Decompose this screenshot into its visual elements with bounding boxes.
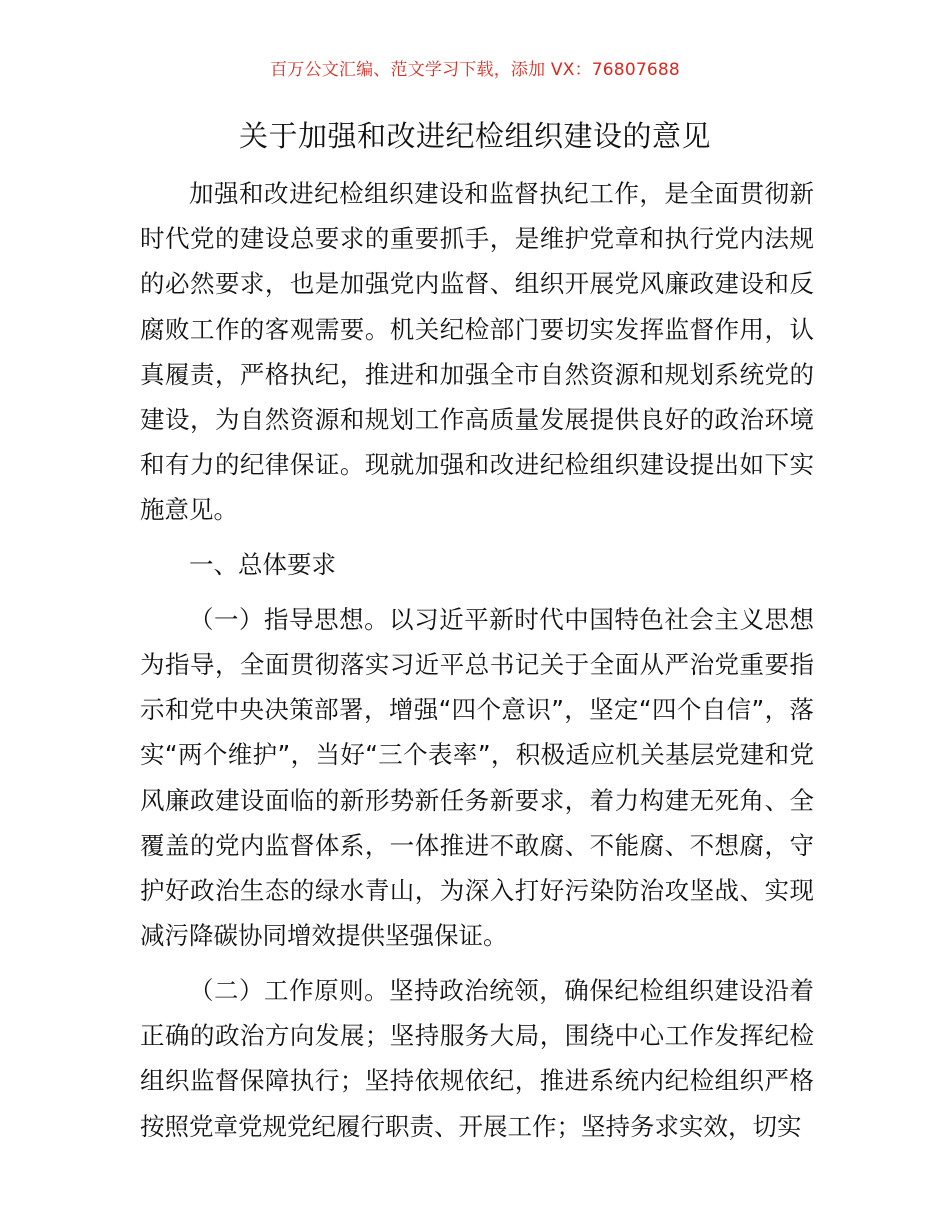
intro-paragraph: 加强和改进纪检组织建设和监督执纪工作，是全面贯彻新时代党的建设总要求的重要抓手，是维护党章和执行党内法规的必然要求，也是加强党内监督、组织开展党风廉政建设和反腐败工作的客观需要。机关纪检部门要切实发挥监督作用，认真履责，严格执纪，推进和加强全市自然资源和规划系统党的建设，为自然资源和规划工作高质量发展提供良好的政治环境和有力的纪律保证。现就加强和改进纪检组织建设提出如下实施意见。: [140, 179, 814, 525]
section-heading-general-requirements: 一、总体要求: [189, 550, 336, 580]
work-principles-paragraph: （二）工作原则。坚持政治统领，确保纪检组织建设沿着正确的政治方向发展；坚持服务大局，围绕中心工作发挥纪检组织监督保障执行；坚持依规依纪，推进系统内纪检组织严格按照党章党规党纪履行职责、开展工作；坚持务求实效，切实: [140, 975, 814, 1141]
guiding-thought-paragraph: （一）指导思想。以习近平新时代中国特色社会主义思想为指导，全面贯彻落实习近平总书记关于全面从严治党重要指示和党中央决策部署，增强“四个意识”，坚定“四个自信”，落实“两个维护”，当好“三个表率”，积极适应机关基层党建和党风廉政建设面临的新形势新任务新要求，着力构建无死角、全覆盖的党内监督体系，一体推进不敢腐、不能腐、不想腐，守护好政治生态的绿水青山，为深入打好污染防治攻坚战、实现减污降碳协同增效提供坚强保证。: [140, 604, 814, 951]
document-title: 关于加强和改进纪检组织建设的意见: [238, 119, 711, 153]
header-watermark-note: 百万公文汇编、范文学习下载，添加 VX：76807688: [270, 60, 680, 80]
document-body: [140, 171, 814, 1149]
